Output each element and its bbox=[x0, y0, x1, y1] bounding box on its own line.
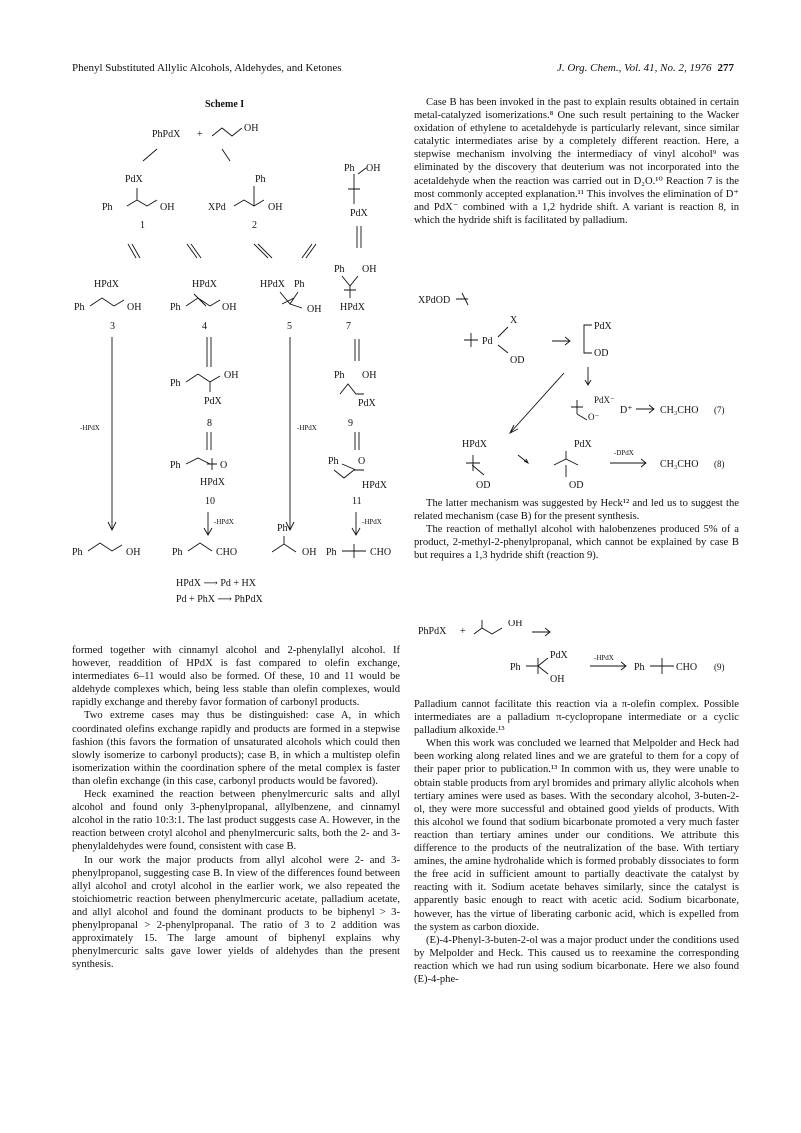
eq8-minus-dpdx: -DPdX bbox=[614, 449, 634, 457]
c7-bonds bbox=[342, 276, 358, 298]
equation-a: HPdX ⟶ Pd + HX bbox=[176, 578, 256, 589]
eq9-number: (9) bbox=[714, 662, 725, 672]
eq8-od2: OD bbox=[569, 480, 584, 491]
c6-ph: Ph bbox=[344, 163, 355, 174]
c9-ph: Ph bbox=[334, 370, 345, 381]
reactions-7-8-drawing bbox=[414, 285, 739, 495]
c11-o: O bbox=[358, 456, 366, 467]
eq-arrow-2-5 bbox=[254, 244, 272, 258]
eq-arrow-4-8 bbox=[207, 337, 211, 367]
p1-bonds bbox=[88, 543, 122, 551]
eq7-pd: Pd bbox=[482, 336, 493, 347]
left-para-1: formed together with cinnamyl alcohol and 2-phenylallyl alcohol. If however, readdition of HPdX is fast compared to olefin exchange, intermediates 6–11 would also be formed. Of these, 10 and 11 would be aldehyde complexes which, being less stable than olefin complexes, would rapidly exchange and thereby favor formation of carbonyl products. bbox=[72, 645, 400, 709]
p2-cho: CHO bbox=[216, 547, 238, 558]
eq8-diag-arrow bbox=[510, 373, 564, 433]
c6-oh: OH bbox=[366, 163, 381, 174]
header-title: Phenyl Substituted Allylic Alcohols, Aldehydes, and Ketones bbox=[72, 62, 342, 74]
eq9-arrow-2 bbox=[590, 662, 626, 670]
allyl-alcohol-bonds bbox=[212, 128, 242, 136]
eq7-arrow-1 bbox=[552, 337, 570, 345]
reaction-9-drawing bbox=[414, 620, 739, 692]
c4-ph: Ph bbox=[170, 302, 181, 313]
eq7-pd-bonds bbox=[498, 327, 508, 353]
eq8-product: CH₃CHO bbox=[660, 459, 699, 470]
c11-number: 11 bbox=[352, 496, 362, 507]
eq9-plus: + bbox=[460, 626, 466, 637]
left-column-text bbox=[72, 644, 400, 971]
eq9-oh: OH bbox=[508, 620, 523, 629]
reactions-7-8 bbox=[414, 285, 739, 495]
eq7-intermediate bbox=[571, 400, 587, 420]
c2-xpd: XPd bbox=[208, 202, 226, 213]
arrow-to-1 bbox=[143, 149, 157, 161]
eq-arrow-1-4 bbox=[187, 244, 201, 258]
p1-oh: OH bbox=[126, 547, 141, 558]
label-minus-hpdx-3: -HPdX bbox=[214, 518, 234, 526]
c1-number: 1 bbox=[140, 220, 145, 231]
eq8-pdx: PdX bbox=[574, 439, 592, 450]
label-top-reagent: PhPdX bbox=[152, 129, 181, 140]
eq7-xpdod: XPdOD bbox=[418, 295, 451, 306]
c4-hpdx: HPdX bbox=[192, 279, 218, 290]
eq9-ph2: Ph bbox=[634, 662, 645, 673]
right-para-1: Case B has been invoked in the past to explain results obtained in certain metal-catalyzed isomerizations.⁸ One such result pertaining to the Wacker oxidation of ethylene to acetaldehyde is particularly relevant, since similar catalytic intermediates arise by a completely different reaction. Here, a stepwise mechanism involving the intermediacy of vinyl alcohol⁹ was eliminated by the discovery that deuterium was not incorporated into the acetaldehyde when the reaction was carried out in D₂O.¹⁰ Reaction 7 is the most commonly accepted explanation.¹¹ This involves the elimination of D⁺ and PdX⁻ combined with a 1,2 hydride shift. A variant is reaction 8, in which the hydride shift is facilitated by palladium. bbox=[414, 97, 739, 226]
eq9-intermediate bbox=[526, 658, 548, 674]
c7-oh: OH bbox=[362, 264, 377, 275]
c10-bonds bbox=[186, 458, 217, 470]
c9-pdx: PdX bbox=[358, 398, 376, 409]
eq7-number-7: (7) bbox=[714, 405, 725, 415]
label-minus-hpdx-4: -HPdX bbox=[362, 518, 382, 526]
c3-number: 3 bbox=[110, 321, 115, 332]
c1-bonds bbox=[127, 188, 157, 206]
c8-ph: Ph bbox=[170, 378, 181, 389]
c11-ph: Ph bbox=[328, 456, 339, 467]
page-number: 277 bbox=[717, 62, 734, 74]
scheme-1 bbox=[72, 94, 402, 614]
eq7-ethylene bbox=[456, 293, 468, 305]
eq7-x: X bbox=[510, 315, 518, 326]
left-para-2: Two extreme cases may thus be distinguished: case A, in which coordinated olefins exchange rapidly and products are formed in a stepwise fashion (this favors the formation of unsaturated alcohols which could then slowly isomerize to carbonyl products); case B, in which a multistep olefin isomerization within the coordination sphere of the metal complex is faster than olefin exchange (in this case, carbonyl products would be favored). bbox=[72, 710, 400, 787]
p2-ph: Ph bbox=[172, 547, 183, 558]
eq7-d-plus: D⁺ bbox=[620, 405, 633, 416]
c4-bonds bbox=[186, 294, 220, 306]
c3-bonds bbox=[90, 298, 124, 306]
equation-b: Pd + PhX ⟶ PhPdX bbox=[176, 594, 263, 605]
eq7-arrow-2 bbox=[636, 405, 654, 413]
c4-number: 4 bbox=[202, 321, 207, 332]
c4-oh: OH bbox=[222, 302, 237, 313]
c11-hpdx: HPdX bbox=[362, 480, 388, 491]
c8-pdx: PdX bbox=[204, 396, 222, 407]
eq7-o-minus: O⁻ bbox=[588, 412, 600, 422]
right-para-2: The latter mechanism was suggested by Heck¹² and led us to suggest the related mechanism (case B) for the present synthesis. bbox=[414, 498, 739, 523]
eq7-od2: OD bbox=[594, 348, 609, 359]
eq9-pdx: PdX bbox=[550, 650, 568, 661]
right-para-6: (E)-4-Phenyl-3-buten-2-ol was a major product under the conditions used by Melpolder and Heck. This caused us to reexamine the corresponding reaction which we had run using sodium bicarbonate. Here we also found (E)-4-phe- bbox=[414, 934, 739, 985]
eq8-od: OD bbox=[476, 480, 491, 491]
eq8-complex bbox=[466, 455, 484, 475]
left-para-3: Heck examined the reaction between phenylmercuric salts and allyl alcohol and found only 3-phenylpropanal, allylbenzene, and cinnamyl alcohol in the ratio 10:3:1. The last product suggests case A. However, in the reaction between crotyl alcohol and phenylmercuric salts, both the 2- and 3-phenylaldehydes were found, consistent with case B. bbox=[72, 789, 400, 853]
reaction-9 bbox=[414, 620, 739, 692]
eq-arrow-2-6 bbox=[302, 244, 316, 258]
c2-number: 2 bbox=[252, 220, 257, 231]
c9-bonds bbox=[340, 384, 364, 394]
eq7-pdx-minus: PdX⁻ bbox=[594, 395, 615, 405]
scheme-title: Scheme I bbox=[205, 99, 245, 110]
c9-number: 9 bbox=[348, 418, 353, 429]
c2-oh: OH bbox=[268, 202, 283, 213]
eq9-arrow-1 bbox=[532, 628, 550, 636]
c2-bonds bbox=[234, 186, 264, 206]
eq7-od: OD bbox=[510, 355, 525, 366]
running-header bbox=[72, 62, 734, 80]
c7-hpdx: HPdX bbox=[340, 302, 366, 313]
eq-arrow-8-10 bbox=[207, 432, 211, 450]
c3-hpdx: HPdX bbox=[94, 279, 120, 290]
p4-ph: Ph bbox=[326, 547, 337, 558]
eq8-intermediate bbox=[554, 451, 578, 477]
c1-pdx: PdX bbox=[125, 174, 143, 185]
c10-ph: Ph bbox=[170, 460, 181, 471]
c5-number: 5 bbox=[287, 321, 292, 332]
right-para-4: Palladium cannot facilitate this reaction via a π-olefin complex. Possible intermediates are a palladium π-cyclopropane intermediate or a cyclic palladium alkoxide.¹³ bbox=[414, 699, 739, 737]
left-para-4: In our work the major products from allyl alcohol were 2- and 3-phenylpropanol, suggesting case B. In view of the differences found between allyl alcohol and crotyl alcohol in the earlier work, we also repeated the stoichiometric reaction between phenylmercuric acetate, palladium acetate, and allyl alcohol and found the dominant products to be biphenyl > 3-phenylpropanal > 2-phenylpropanal. The ratio of 3 to 2 addition was approximately 15. The large amount of biphenyl explains why phenylmercuric salts gave lower yields of aldehydes than the present synthesis. bbox=[72, 854, 400, 971]
right-column-mid-text bbox=[414, 497, 739, 562]
eq-arrow-1-3 bbox=[128, 244, 140, 258]
c9-oh: OH bbox=[362, 370, 377, 381]
eq9-phpdx: PhPdX bbox=[418, 626, 447, 637]
p4-cho: CHO bbox=[370, 547, 392, 558]
c3-oh: OH bbox=[127, 302, 142, 313]
eq8-arrow-1 bbox=[518, 455, 528, 463]
p3-bonds bbox=[272, 536, 296, 552]
eq7-pi-complex bbox=[464, 333, 478, 347]
c7-ph: Ph bbox=[334, 264, 345, 275]
eq8-hpdx: HPdX bbox=[462, 439, 488, 450]
eq9-minus-hpdx: -HPdX bbox=[594, 654, 614, 662]
eq9-methallyl bbox=[474, 620, 502, 634]
eq7-arrow-down bbox=[585, 367, 591, 385]
plus-sign: + bbox=[197, 129, 203, 140]
label-minus-hpdx-1: -HPdX bbox=[80, 424, 100, 432]
eq9-cho: CHO bbox=[676, 662, 698, 673]
p2-bonds bbox=[188, 543, 212, 551]
eq9-product bbox=[650, 658, 674, 674]
label-minus-hpdx-2: -HPdX bbox=[297, 424, 317, 432]
c7-number: 7 bbox=[346, 321, 351, 332]
c5-hpdx: HPdX bbox=[260, 279, 286, 290]
c5-ph: Ph bbox=[294, 279, 305, 290]
p3-ph: Ph bbox=[277, 523, 288, 534]
right-para-5: When this work was concluded we learned that Melpolder and Heck had been working along related lines and we are grateful to them for a copy of their paper prior to publication.¹³ In common with us, they were unable to obtain stable products from aryl bromides and primary allylic alcohols when tertiary amines were used as bases. With the secondary alcohol, 3-buten-2-ol, they were more successful and obtained good yields of products. With this alcohol we found that sodium bicarbonate promoted a very much faster reaction than tertiary amines under our conditions. We attribute this difference to the products of the neutralization of the base. With tertiary amines, the amine hydrohalide which is formed probably dissociates to form the free acid in sufficient amount to partially deactivate the catalyst by reacting with it. Sodium acetate behaves similarly, since the catalyst is apparently basic enough to react with acetic acid. Sodium bicarbonate, however, has the virtue of liberating carbonic acid, which is expelled from the system as carbon dioxide. bbox=[414, 738, 739, 933]
c2-ph: Ph bbox=[255, 174, 266, 185]
c10-o: O bbox=[220, 460, 228, 471]
c10-hpdx: HPdX bbox=[200, 477, 226, 488]
header-journal bbox=[557, 62, 734, 74]
eq-arrow-9-11 bbox=[355, 432, 359, 450]
right-column-bottom-text bbox=[414, 698, 739, 986]
c10-number: 10 bbox=[205, 496, 215, 507]
c8-number: 8 bbox=[207, 418, 212, 429]
eq8-arrow-2 bbox=[610, 459, 646, 467]
c8-oh: OH bbox=[224, 370, 239, 381]
journal-citation: J. Org. Chem., Vol. 41, No. 2, 1976 bbox=[556, 62, 712, 74]
p3-oh: OH bbox=[302, 547, 317, 558]
right-column-top-text bbox=[414, 96, 739, 227]
eq8-number: (8) bbox=[714, 459, 725, 469]
eq9-ph: Ph bbox=[510, 662, 521, 673]
eq7-pdx: PdX bbox=[594, 321, 612, 332]
scheme-1-drawing bbox=[72, 94, 402, 614]
c6-pdx: PdX bbox=[350, 208, 368, 219]
c5-bonds bbox=[280, 292, 302, 308]
eq9-oh2: OH bbox=[550, 674, 565, 685]
c3-ph: Ph bbox=[74, 302, 85, 313]
c1-ph: Ph bbox=[102, 202, 113, 213]
c1-oh: OH bbox=[160, 202, 175, 213]
label-top-oh: OH bbox=[244, 123, 259, 134]
eq7-product7: CH₃CHO bbox=[660, 405, 699, 416]
p4-bonds bbox=[342, 544, 366, 558]
eq-arrow-6-7 bbox=[357, 226, 361, 248]
eq7-ring bbox=[584, 325, 592, 353]
p1-ph: Ph bbox=[72, 547, 83, 558]
c5-oh: OH bbox=[307, 304, 322, 315]
arrow-to-2 bbox=[222, 149, 230, 161]
c8-bonds bbox=[186, 374, 220, 392]
right-para-3: The reaction of methallyl alcohol with halobenzenes produced 5% of a product, 2-methyl-2-phenylpropanal, which cannot be explained by case B but requires a 1,3 hydride shift (reaction 9). bbox=[414, 524, 739, 562]
eq-arrow-7-9 bbox=[355, 339, 359, 361]
